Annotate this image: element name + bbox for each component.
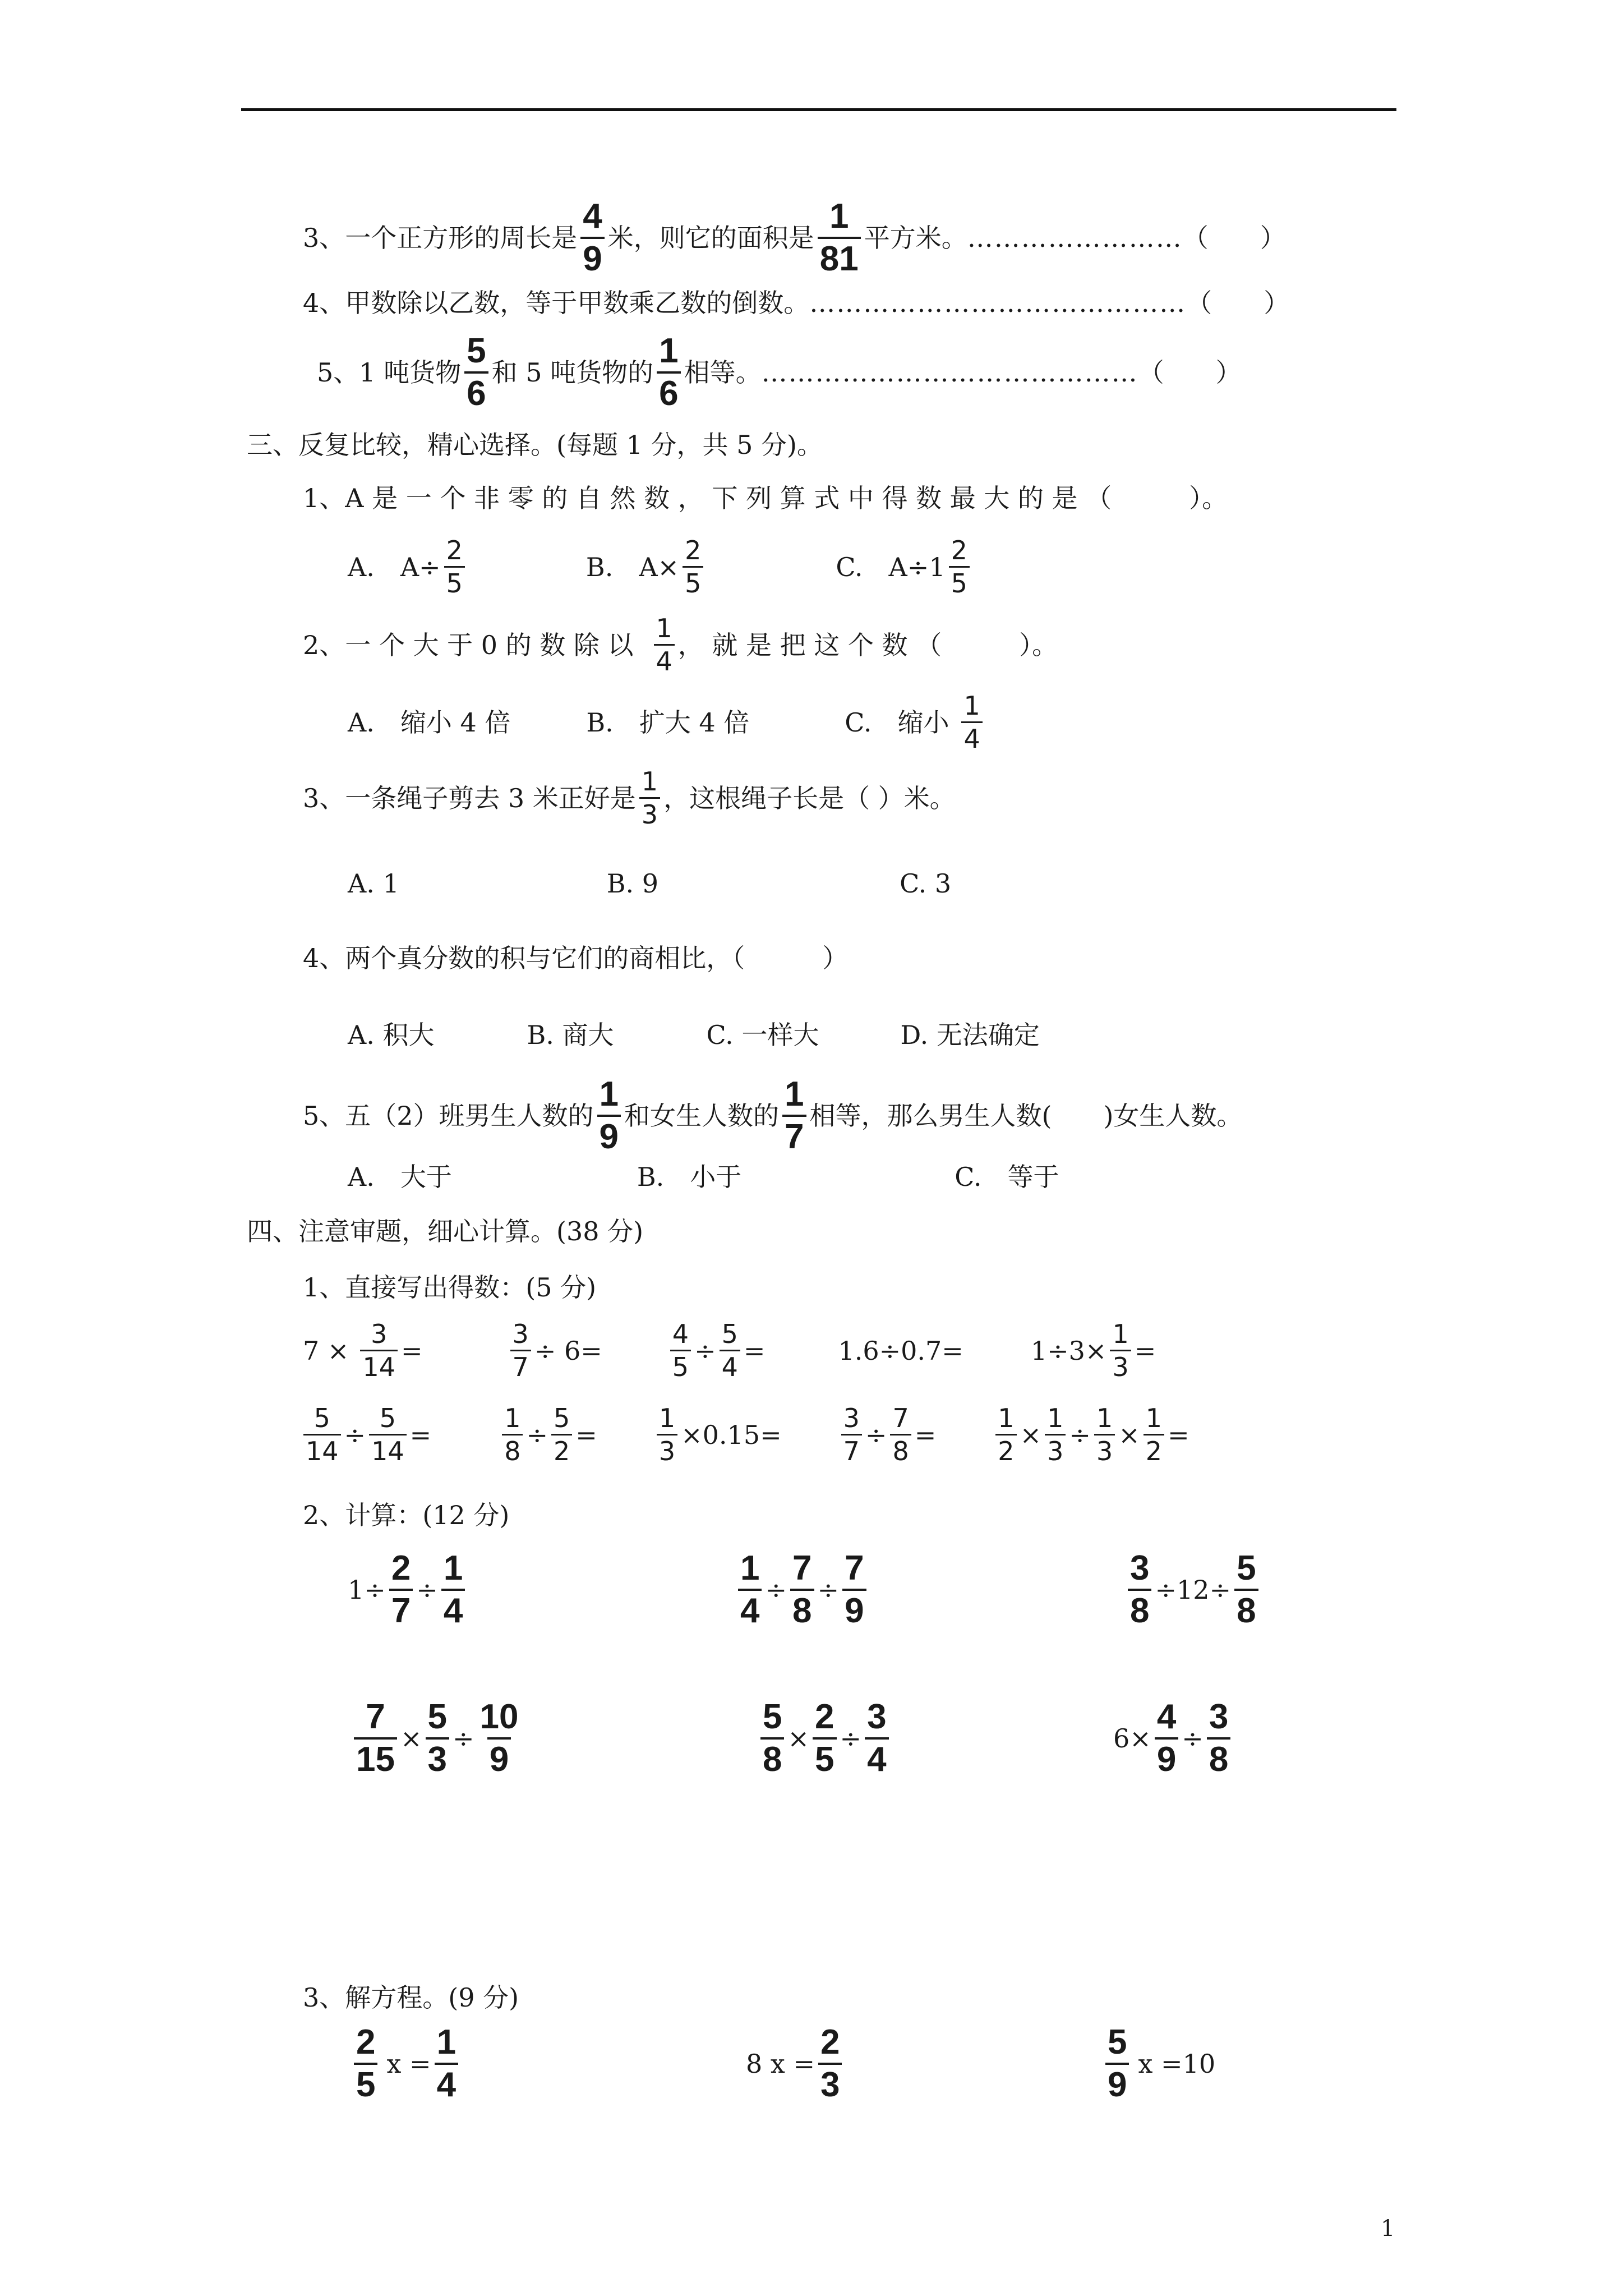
fraction	[813, 1697, 836, 1779]
fraction	[841, 1405, 862, 1464]
denominator: 9	[580, 237, 604, 277]
judge-q3-text-2: 米，则它的面积是	[607, 223, 814, 253]
calc-text: ÷	[817, 1575, 840, 1605]
calc-text: 8 x =	[746, 2049, 815, 2079]
denominator: 3	[639, 797, 660, 827]
numerator: 4	[1156, 1697, 1177, 1736]
numerator: 1	[656, 613, 672, 643]
calc-text: ÷	[840, 1723, 862, 1754]
answer-blank[interactable]: （ ）	[1138, 357, 1242, 388]
denominator: 4	[738, 1589, 762, 1628]
option-c[interactable]: C. 3	[900, 868, 952, 899]
judge-q5-text-2: 和 5 吨货物的	[491, 357, 654, 388]
numerator: 3	[1130, 1549, 1150, 1588]
section3-title	[247, 432, 823, 458]
calc-text: ÷	[1182, 1723, 1204, 1754]
numerator: 3	[371, 1319, 388, 1349]
denominator: 5	[354, 2063, 377, 2102]
numerator: 1	[1112, 1319, 1129, 1349]
s3-q1	[303, 485, 1228, 511]
numerator: 5	[313, 1403, 330, 1433]
calc-text: 1÷	[348, 1575, 386, 1605]
fraction	[818, 2025, 842, 2102]
denominator: 7	[510, 1350, 531, 1380]
option-d[interactable]: D. 无法确定	[900, 1020, 1040, 1050]
numerator: 1	[785, 1075, 804, 1114]
fraction	[426, 1697, 449, 1779]
s3-q5-text-1: 5、五（2）班男生人数的	[303, 1101, 594, 1131]
oral-calc-row-1	[303, 1321, 1156, 1380]
numerator: 1	[998, 1403, 1015, 1433]
fraction	[1128, 1551, 1151, 1628]
judge-q5	[317, 334, 1242, 411]
denominator: 9	[1155, 1737, 1178, 1777]
fraction	[657, 334, 680, 411]
option-c[interactable]: C. 一样大	[706, 1020, 819, 1050]
s4-p1-title	[303, 1272, 597, 1303]
numerator: 2	[951, 535, 967, 565]
numerator: 5	[379, 1403, 396, 1433]
calc-text: ÷	[865, 1419, 887, 1450]
numerator: 2	[685, 535, 702, 565]
fraction	[890, 1405, 911, 1464]
answer-blank[interactable]: （ ）	[1182, 223, 1286, 253]
fraction	[1234, 1551, 1258, 1628]
numerator: 10	[479, 1697, 519, 1736]
denominator: 5	[670, 1350, 691, 1380]
option-b[interactable]: B. A×	[585, 551, 680, 582]
s3-q5-text-2: 和女生人数的	[624, 1101, 780, 1131]
fraction	[435, 2025, 458, 2102]
numerator: 3	[843, 1403, 860, 1433]
fraction	[303, 1405, 341, 1464]
calc-text: =	[914, 1419, 937, 1450]
numerator: 1	[1145, 1403, 1163, 1433]
fraction	[842, 1551, 866, 1628]
denominator: 8	[1128, 1589, 1151, 1628]
equation-2	[746, 2025, 845, 2102]
judge-q3-text-1: 3、一个正方形的周长是	[303, 223, 578, 253]
s3-q5-options	[348, 1164, 1059, 1190]
leader-dots: ……………………	[967, 223, 1183, 253]
numerator: 1	[658, 1403, 676, 1433]
calc-4	[351, 1697, 524, 1779]
numerator: 5	[554, 1403, 570, 1433]
s3-q3-options	[348, 868, 952, 899]
calc-text: x =10	[1138, 2049, 1216, 2079]
calc-text: ×	[400, 1723, 422, 1754]
option-a[interactable]: A. 缩小 4 倍	[348, 707, 511, 738]
fraction	[502, 1405, 523, 1464]
calc-text: ×	[1020, 1419, 1042, 1450]
fraction	[657, 1405, 677, 1464]
denominator: 81	[818, 237, 861, 277]
numerator: 7	[366, 1697, 385, 1736]
s3-q3-text-2: ，这根绳子长是（ ）米。	[663, 783, 956, 813]
option-c[interactable]: C. A÷1	[836, 551, 946, 582]
numerator: 1	[641, 766, 658, 797]
fraction	[360, 1321, 398, 1380]
option-b[interactable]: B. 9	[606, 868, 659, 899]
s4-p3-title-text: 3、解方程。(9 分)	[303, 1982, 519, 2013]
numerator: 3	[867, 1697, 887, 1736]
denominator: 8	[790, 1589, 814, 1628]
numerator: 1	[504, 1403, 521, 1433]
numerator: 1	[740, 1549, 760, 1588]
denominator: 14	[360, 1350, 398, 1380]
calc-text: ÷	[526, 1419, 548, 1450]
s3-q3-text-1: 3、一条绳子剪去 3 米正好是	[303, 783, 636, 813]
calc-text: ÷	[416, 1575, 438, 1605]
fraction	[782, 1077, 806, 1154]
denominator: 3	[1045, 1434, 1066, 1464]
calc-text: ÷	[453, 1723, 474, 1754]
fraction	[949, 535, 970, 599]
calc-6	[1113, 1697, 1234, 1779]
numerator: 2	[815, 1697, 834, 1736]
fraction	[1105, 2025, 1129, 2102]
denominator: 9	[487, 1737, 511, 1777]
numerator: 1	[443, 1549, 463, 1588]
fraction	[510, 1321, 531, 1380]
denominator: 3	[1094, 1434, 1115, 1464]
fraction	[818, 199, 861, 277]
numerator: 4	[583, 197, 602, 236]
denominator: 8	[502, 1434, 523, 1464]
fraction	[639, 766, 660, 830]
fraction	[478, 1697, 521, 1779]
fraction	[1094, 1405, 1115, 1464]
fraction	[1207, 1697, 1230, 1779]
denominator: 5	[813, 1737, 836, 1777]
numerator: 7	[845, 1549, 864, 1588]
leader-dots: ……………………………………	[809, 288, 1187, 318]
denominator: 8	[1234, 1589, 1258, 1628]
denominator: 3	[426, 1737, 449, 1777]
denominator: 5	[444, 566, 465, 596]
judge-q4	[303, 290, 1289, 316]
answer-blank[interactable]: （ ）	[1186, 288, 1290, 318]
calc-text: =	[1168, 1419, 1189, 1450]
fraction	[597, 1077, 621, 1154]
option-a[interactable]: A. A÷	[348, 551, 441, 582]
judge-q5-text-3: 相等。	[684, 357, 762, 388]
denominator: 6	[657, 371, 680, 411]
denominator: 4	[654, 644, 675, 674]
option-b[interactable]: B. 小于	[637, 1162, 742, 1192]
fraction	[790, 1551, 814, 1628]
calc-text: ÷	[765, 1575, 787, 1605]
section4-title-text: 四、注意审题，细心计算。(38 分)	[247, 1216, 644, 1246]
numerator: 5	[1108, 2023, 1127, 2062]
fraction	[683, 535, 703, 599]
calc-text: ×	[787, 1723, 810, 1754]
calc-text: ÷	[694, 1335, 716, 1366]
fraction	[720, 1321, 740, 1380]
leader-dots: ……………………………………	[761, 357, 1138, 388]
numerator: 5	[721, 1319, 738, 1349]
numerator: 5	[1237, 1549, 1256, 1588]
judge-q5-text-1: 5、1 吨货物	[317, 357, 462, 388]
calc-5	[757, 1697, 892, 1779]
denominator: 8	[890, 1434, 911, 1464]
numerator: 1	[963, 691, 980, 721]
option-a[interactable]: A. 积大	[348, 1020, 435, 1050]
fraction	[1155, 1697, 1178, 1779]
calc-text: =	[575, 1419, 597, 1450]
numerator: 5	[467, 332, 486, 370]
s3-q2-options	[348, 693, 986, 752]
denominator: 3	[818, 2063, 842, 2102]
s3-q5	[303, 1077, 1242, 1154]
numerator: 3	[512, 1319, 529, 1349]
calc-1	[348, 1551, 468, 1628]
numerator: 5	[427, 1697, 447, 1736]
calc-text: =	[409, 1419, 432, 1450]
option-b[interactable]: B. 扩大 4 倍	[586, 707, 750, 738]
fraction	[444, 535, 465, 599]
denominator: 4	[865, 1737, 888, 1777]
s3-q2	[303, 613, 1058, 677]
denominator: 4	[961, 721, 982, 752]
numerator: 1	[1047, 1403, 1064, 1433]
denominator: 14	[369, 1434, 407, 1464]
fraction	[369, 1405, 407, 1464]
denominator: 2	[1144, 1434, 1164, 1464]
calc-text: =	[743, 1335, 766, 1366]
numerator: 1	[599, 1075, 619, 1114]
calc-2	[735, 1551, 870, 1628]
judge-q4-text: 4、甲数除以乙数，等于甲数乘乙数的倒数。	[303, 288, 810, 318]
calc-text: ×	[1118, 1419, 1140, 1450]
denominator: 7	[841, 1434, 862, 1464]
denominator: 14	[303, 1434, 341, 1464]
calc-text: ×0.15=	[681, 1419, 782, 1450]
page-number: 1	[1381, 2216, 1395, 2242]
numerator: 2	[446, 535, 463, 565]
calc-text: 7 ×	[303, 1335, 349, 1366]
denominator: 6	[464, 371, 488, 411]
fraction	[760, 1697, 784, 1779]
denominator: 7	[782, 1115, 806, 1154]
s3-q1-options	[348, 535, 973, 599]
calc-text: ÷ 6=	[534, 1335, 602, 1366]
fraction	[961, 693, 982, 752]
fraction	[464, 334, 488, 411]
numerator: 7	[792, 1549, 812, 1588]
numerator: 7	[892, 1403, 909, 1433]
numerator: 1	[436, 2023, 457, 2062]
header-rule	[241, 108, 1396, 111]
s3-q3	[303, 766, 956, 830]
s3-q4-text: 4、两个真分数的积与它们的商相比，（ ）	[303, 943, 849, 973]
fraction	[865, 1697, 888, 1779]
denominator: 8	[1207, 1737, 1230, 1777]
fraction	[354, 2025, 377, 2102]
s3-q2-text-1: 2、一 个 大 于 0 的 数 除 以	[303, 629, 634, 660]
fraction	[738, 1551, 762, 1628]
fraction	[995, 1405, 1016, 1464]
s4-p2-title	[303, 1502, 509, 1528]
denominator: 3	[1110, 1350, 1131, 1380]
calc-text: 1.6÷0.7=	[838, 1335, 963, 1366]
equation-3	[1102, 2025, 1215, 2102]
fraction	[441, 1551, 465, 1628]
fraction	[654, 613, 675, 677]
denominator: 3	[657, 1434, 677, 1464]
fraction	[670, 1321, 691, 1380]
section4-title	[247, 1218, 643, 1244]
denominator: 4	[441, 1589, 465, 1628]
numerator: 2	[391, 1549, 411, 1588]
fraction	[389, 1551, 413, 1628]
judge-q3	[303, 199, 1286, 277]
calc-text: ÷12÷	[1155, 1575, 1232, 1605]
numerator: 1	[1096, 1403, 1113, 1433]
s4-p2-title-text: 2、计算：(12 分)	[303, 1500, 510, 1530]
calc-text: 6×	[1113, 1723, 1151, 1754]
calc-text: x =	[386, 2049, 431, 2079]
option-a[interactable]: A. 1	[348, 868, 399, 899]
calc-text: ÷	[344, 1419, 366, 1450]
numerator: 5	[763, 1697, 782, 1736]
fraction	[551, 1405, 572, 1464]
s3-q2-text-2: ， 就 是 把 这 个 数 （ ）。	[677, 629, 1058, 660]
fraction	[354, 1697, 397, 1779]
numerator: 3	[1209, 1697, 1229, 1736]
numerator: 1	[829, 197, 849, 236]
judge-q3-text-3: 平方米。	[864, 223, 967, 253]
denominator: 5	[949, 566, 970, 596]
denominator: 4	[720, 1350, 740, 1380]
option-c[interactable]: C. 缩小	[845, 707, 949, 738]
s3-q1-text: 1、A 是 一 个 非 零 的 自 然 数 ， 下 列 算 式 中 得 数 最 大 的 是 （ ）。	[303, 483, 1228, 513]
s4-p1-title-text: 1、直接写出得数：(5 分)	[303, 1272, 597, 1303]
denominator: 4	[435, 2063, 458, 2102]
s3-q5-text-3: 相等，那么男生人数( )女生人数。	[809, 1101, 1243, 1131]
denominator: 2	[995, 1434, 1016, 1464]
denominator: 9	[1105, 2063, 1129, 2102]
denominator: 15	[354, 1737, 397, 1777]
fraction	[1110, 1321, 1131, 1380]
fraction	[1144, 1405, 1164, 1464]
calc-3	[1124, 1551, 1262, 1628]
numerator: 4	[672, 1319, 689, 1349]
denominator: 5	[683, 566, 703, 596]
numerator: 2	[356, 2023, 376, 2062]
denominator: 8	[760, 1737, 784, 1777]
s4-p3-title	[303, 1982, 519, 2013]
calc-text: =	[1134, 1335, 1156, 1366]
section3-title-text: 三、反复比较，精心选择。(每题 1 分，共 5 分)。	[247, 430, 823, 460]
option-b[interactable]: B. 商大	[527, 1020, 614, 1050]
s3-q4-options	[348, 1022, 1040, 1048]
calc-text: =	[400, 1335, 423, 1366]
denominator: 2	[551, 1434, 572, 1464]
numerator: 1	[659, 332, 679, 370]
fraction	[1045, 1405, 1066, 1464]
equation-1	[351, 2025, 462, 2102]
denominator: 9	[842, 1589, 866, 1628]
oral-calc-row-2	[300, 1405, 1189, 1464]
option-a[interactable]: A. 大于	[348, 1162, 452, 1192]
denominator: 9	[597, 1115, 621, 1154]
calc-text: 1÷3×	[1030, 1335, 1107, 1366]
fraction	[580, 199, 604, 277]
s3-q4	[303, 945, 848, 971]
numerator: 2	[820, 2023, 840, 2062]
option-c[interactable]: C. 等于	[955, 1162, 1059, 1192]
denominator: 7	[389, 1589, 413, 1628]
calc-text: ÷	[1069, 1419, 1091, 1450]
